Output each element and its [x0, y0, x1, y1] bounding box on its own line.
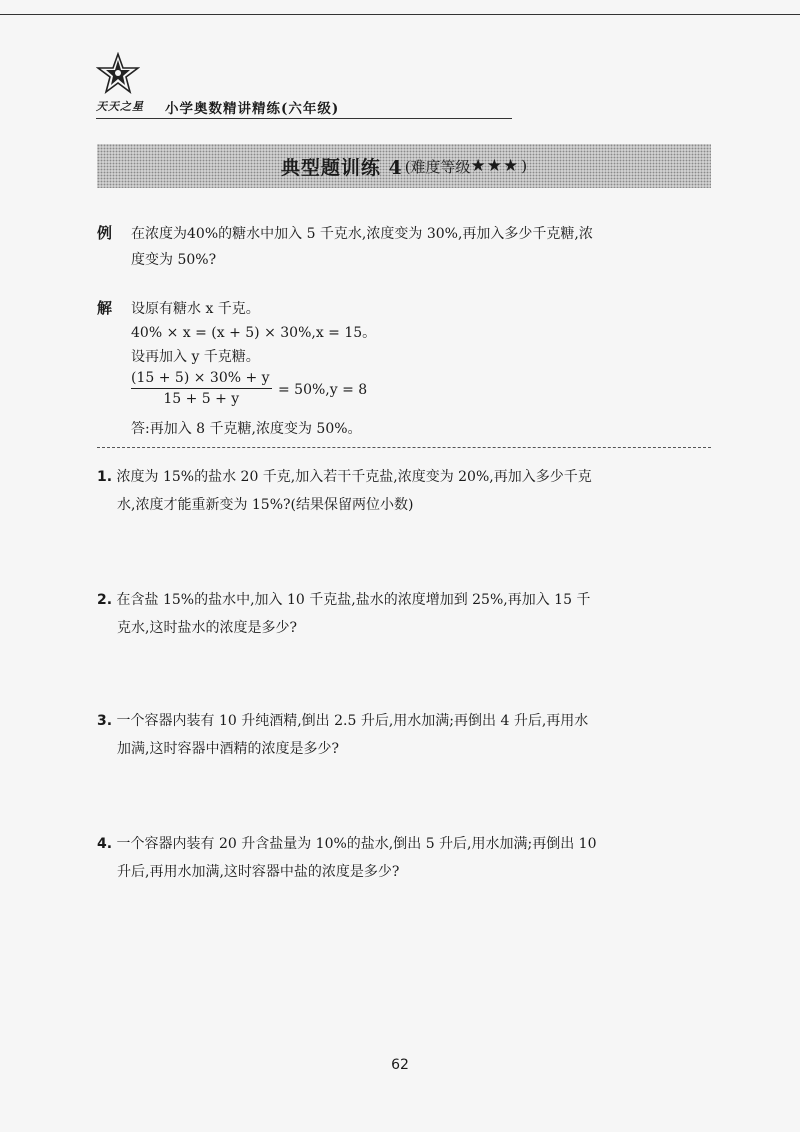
book-title: 小学奥数精讲精练(六年级) — [165, 101, 340, 117]
solution-step-2: 40% × x = (x + 5) × 30%,x = 15。 — [131, 325, 377, 341]
problem-text: 升后,再用水加满,这时容器中盐的浓度是多少? — [117, 864, 400, 880]
problem-number: 4. — [97, 836, 113, 852]
section-title: 典型题训练 4 — [280, 156, 403, 179]
problem-text: 加满,这时容器中酒精的浓度是多少? — [117, 741, 339, 757]
example-line-2: 度变为 50%? — [131, 252, 217, 268]
fraction-result: = 50%,y = 8 — [278, 382, 368, 398]
header-divider — [96, 118, 512, 119]
problem-2 — [97, 586, 713, 642]
problem-text: 在含盐 15%的盐水中,加入 10 千克盐,盐水的浓度增加到 25%,再加入 15 千 — [116, 592, 591, 608]
example-label: 例 — [97, 224, 113, 242]
solution-label: 解 — [97, 299, 113, 317]
problem-3 — [97, 707, 713, 763]
page-number: 62 — [391, 1057, 409, 1073]
problem-text: 克水,这时盐水的浓度是多少? — [117, 620, 297, 636]
difficulty-stars-icon: ★★★ — [470, 156, 520, 176]
problem-text: 一个容器内装有 10 升纯酒精,倒出 2.5 升后,用水加满;再倒出 4 升后,再用水 — [116, 713, 589, 729]
logo-text: 天天之星 — [96, 100, 144, 113]
dashed-divider — [97, 447, 711, 448]
example-line-1: 在浓度为40%的糖水中加入 5 千克水,浓度变为 30%,再加入多少千克糖,浓 — [131, 226, 593, 242]
difficulty-close: ) — [521, 157, 528, 175]
difficulty-label: (难度等级 — [404, 157, 471, 176]
problem-text: 浓度为 15%的盐水 20 千克,加入若干千克盐,浓度变为 20%,再加入多少千克 — [116, 469, 592, 485]
problem-number: 3. — [97, 713, 113, 729]
fraction-denominator: 15 + 5 + y — [163, 391, 240, 407]
solution-step-3: 设再加入 y 千克糖。 — [131, 349, 260, 365]
problem-text: 一个容器内装有 20 升含盐量为 10%的盐水,倒出 5 升后,用水加满;再倒出 10 — [116, 836, 597, 852]
problem-number: 1. — [97, 469, 113, 485]
solution-step-1: 设原有糖水 x 千克。 — [131, 301, 260, 317]
problem-1 — [97, 463, 713, 519]
solution-answer: 答:再加入 8 千克糖,浓度变为 50%。 — [131, 421, 362, 437]
section-banner — [97, 144, 711, 188]
problem-number: 2. — [97, 592, 113, 608]
star-logo-icon — [96, 52, 140, 96]
top-border — [0, 14, 800, 15]
problem-text: 水,浓度才能重新变为 15%?(结果保留两位小数) — [117, 497, 414, 513]
fraction-numerator: (15 + 5) × 30% + y — [131, 370, 272, 389]
problem-4 — [97, 830, 713, 886]
solution-fraction — [131, 370, 272, 407]
